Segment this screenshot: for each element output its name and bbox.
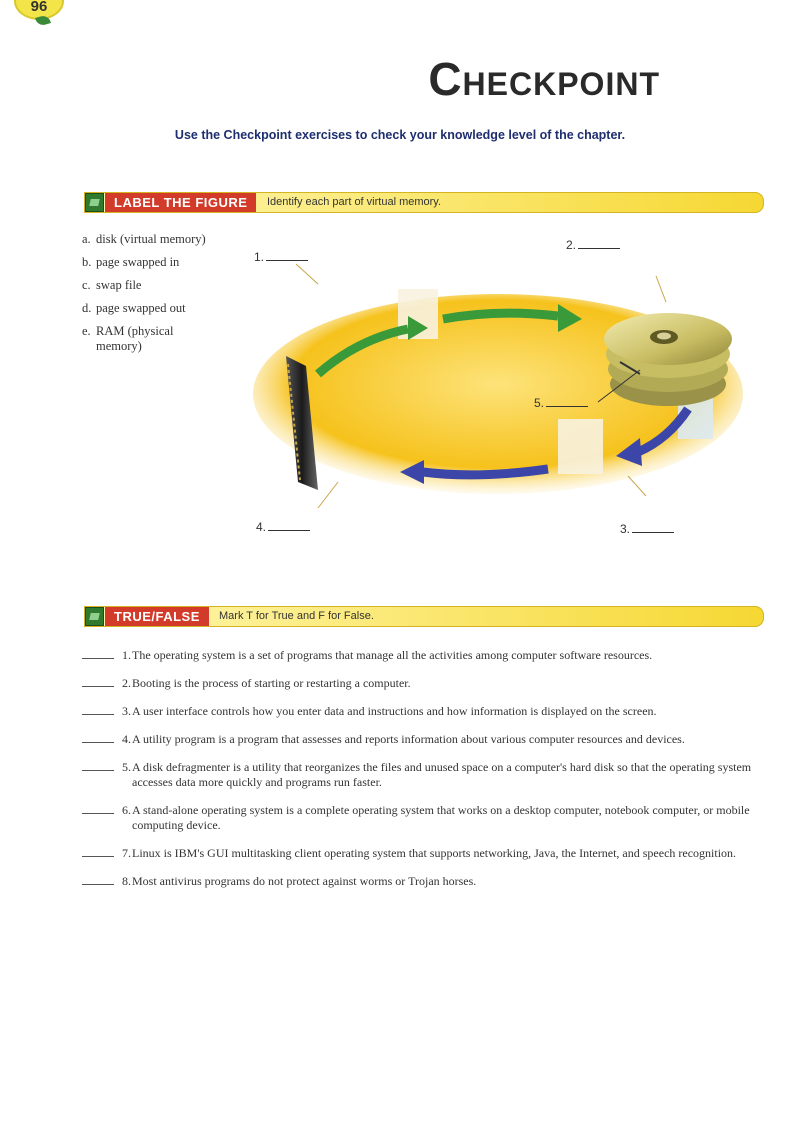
answer-blank[interactable] bbox=[268, 520, 310, 531]
answer-item: d. page swapped out bbox=[82, 301, 186, 315]
answer-item: e. RAM (physical memory) bbox=[82, 324, 174, 353]
answer-item: b. page swapped in bbox=[82, 255, 180, 269]
true-false-instruction: Mark T for True and F for False. bbox=[219, 610, 374, 622]
callout-5: 5. bbox=[534, 396, 588, 410]
callout-1: 1. bbox=[254, 250, 308, 264]
true-false-bar bbox=[84, 606, 764, 627]
callout-2: 2. bbox=[566, 238, 620, 252]
answer-choices bbox=[82, 232, 232, 362]
label-figure-label: LABEL THE FIGURE bbox=[105, 193, 256, 212]
list-item: 2. Booting is the process of starting or restarting a computer. bbox=[82, 676, 762, 691]
figure-graphic bbox=[248, 224, 760, 560]
label-figure-instruction: Identify each part of virtual memory. bbox=[267, 196, 442, 208]
answer-item: a. disk (virtual memory) bbox=[82, 232, 206, 246]
leader-line bbox=[296, 264, 318, 284]
disk-spindle-cap bbox=[657, 333, 671, 340]
answer-blank[interactable] bbox=[82, 686, 114, 687]
page-subtitle: Use the Checkpoint exercises to check your knowledge level of the chapter. bbox=[174, 128, 626, 142]
callout-3: 3. bbox=[620, 522, 674, 536]
list-item: 6. A stand-alone operating system is a complete operating system that works on a desktop computer, notebook computer, or mobile computing device. bbox=[82, 803, 762, 833]
virtual-memory-figure bbox=[248, 224, 760, 560]
list-item: 5. A disk defragmenter is a utility that reorganizes the files and unused space on a computer's hard disk so that the operating system accesses data more quickly and programs run faster. bbox=[82, 760, 762, 790]
answer-blank[interactable] bbox=[82, 770, 114, 771]
page-title: Checkpoint bbox=[428, 53, 660, 105]
swap-file-block bbox=[558, 419, 603, 474]
answer-blank[interactable] bbox=[82, 742, 114, 743]
answer-blank[interactable] bbox=[578, 238, 620, 249]
page-number: 96 bbox=[30, 0, 48, 15]
answer-blank[interactable] bbox=[82, 884, 114, 885]
leader-line bbox=[656, 276, 666, 302]
callout-4: 4. bbox=[256, 520, 310, 534]
true-false-list bbox=[82, 648, 762, 902]
list-item: 3. A user interface controls how you enter data and instructions and how information is displayed on the screen. bbox=[82, 704, 762, 719]
leader-line bbox=[318, 482, 338, 508]
leader-line bbox=[628, 476, 646, 496]
exercise-icon bbox=[85, 607, 104, 626]
list-item: 4. A utility program is a program that assesses and reports information about various computer resources and devices. bbox=[82, 732, 762, 747]
answer-blank[interactable] bbox=[632, 522, 674, 533]
list-item: 1. The operating system is a set of programs that manage all the activities among computer software resources. bbox=[82, 648, 762, 663]
list-item: 8. Most antivirus programs do not protect against worms or Trojan horses. bbox=[82, 874, 762, 889]
label-figure-bar bbox=[84, 192, 764, 213]
answer-blank[interactable] bbox=[82, 714, 114, 715]
answer-blank[interactable] bbox=[266, 250, 308, 261]
list-item: 7. Linux is IBM's GUI multitasking client operating system that supports networking, Java, the Internet, and speech recognition. bbox=[82, 846, 762, 861]
answer-item: c. swap file bbox=[82, 278, 142, 292]
answer-blank[interactable] bbox=[82, 813, 114, 814]
answer-blank[interactable] bbox=[82, 856, 114, 857]
answer-blank[interactable] bbox=[546, 396, 588, 407]
true-false-label: TRUE/FALSE bbox=[105, 607, 209, 626]
exercise-icon bbox=[85, 193, 104, 212]
answer-blank[interactable] bbox=[82, 658, 114, 659]
